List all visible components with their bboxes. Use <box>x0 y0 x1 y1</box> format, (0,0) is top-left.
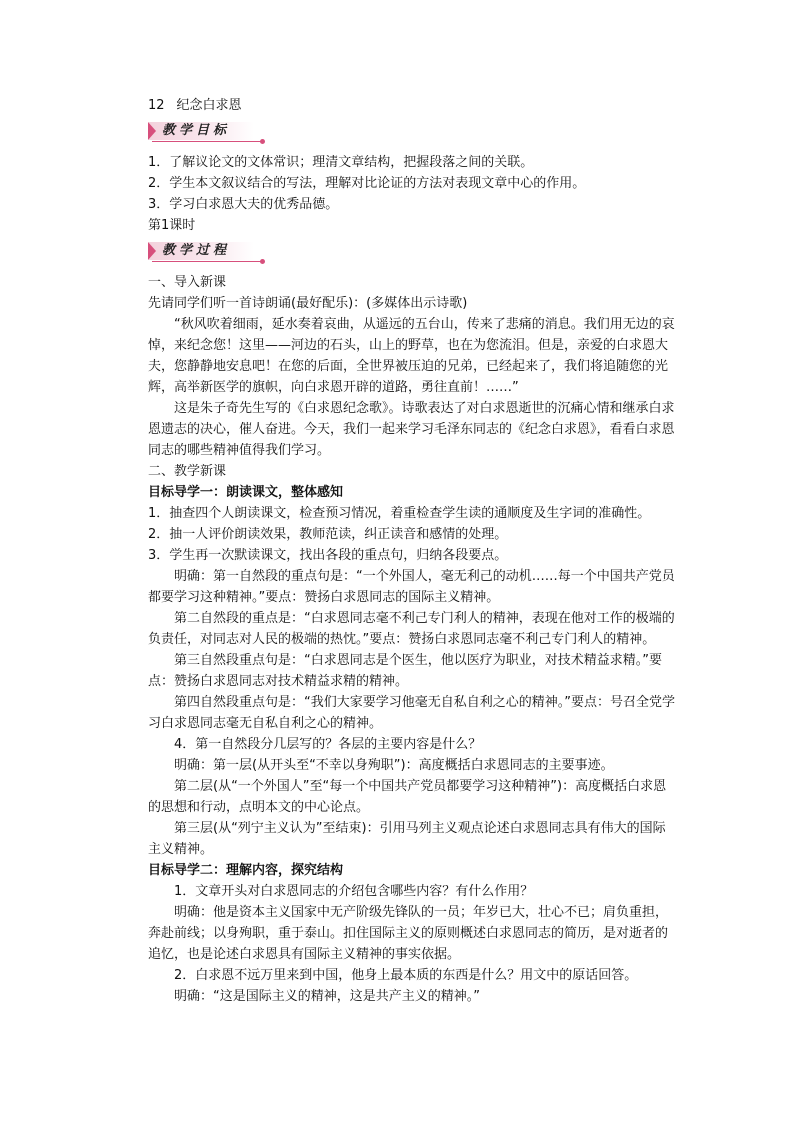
paragraph: 第三自然段重点句是：“白求恩同志是个医生，他以医疗为职业，对技术精益求精。”要点：赞扬白求恩同志对技术精益求精的精神。 <box>148 653 662 689</box>
poem-paragraph: “秋风吹着细雨，延水奏着哀曲，从遥远的五台山，传来了悲痛的消息。我们用无边的哀悼，来纪念您！这里——河边的石头，山上的野草，也在为您流泪。但是，亲爱的白求恩大夫，您静静地安息吧！在您的后面，全世界被压迫的兄弟，已经起来了，我们将追随您的光辉，高举新医学的旗帜，向白求恩开辟的道路，勇往直前！……” <box>148 317 675 395</box>
goal-subheading: 目标导学一：朗读课文，整体感知 <box>148 485 344 500</box>
heading-dot-icon <box>260 259 265 264</box>
heading-marker-icon <box>148 242 156 260</box>
paragraph: 第四自然段重点句是：“我们大家要学习他毫无自私自利之心的精神。”要点：号召全党学习白求恩同志毫无自私自利之心的精神。 <box>148 695 675 731</box>
question: 1．文章开头对白求恩同志的介绍包含哪些内容？有什么作用？ <box>174 884 534 899</box>
lesson-title-text: 纪念白求恩 <box>176 98 242 113</box>
goal-item: 3．学习白求恩大夫的优秀品德。 <box>148 197 339 212</box>
question: 4．第一自然段分几层写的？各层的主要内容是什么？ <box>174 737 482 752</box>
goal-item: 2．学生本文叙议结合的写法，理解对比论证的方法对表现文章中心的作用。 <box>148 176 586 191</box>
list-item: 1．抽查四个人朗读课文，检查预习情况，着重检查学生读的通顺度及生字词的准确性。 <box>148 506 651 521</box>
paragraph: 明确：第一自然段的重点句是：“一个外国人，毫无利己的动机……每一个中国共产党员都要学习这种精神。”要点：赞扬白求恩同志的国际主义精神。 <box>148 569 675 605</box>
list-item: 2．抽一人评价朗读效果，教师范读，纠正读音和感情的处理。 <box>148 527 508 542</box>
paragraph: 第三层(从“列宁主义认为”至结束)：引用马列主义观点论述白求恩同志具有伟大的国际主义精神。 <box>148 821 666 857</box>
section-heading-goals <box>148 122 268 146</box>
lesson-number: 12 <box>148 98 165 113</box>
heading-goals-label: 教学目标 <box>162 123 231 138</box>
goal-subheading: 目标导学二：理解内容，探究结构 <box>148 863 344 878</box>
heading-dot-icon <box>260 139 265 144</box>
heading-process-label: 教学过程 <box>162 243 231 258</box>
paragraph: 明确：“这是国际主义的精神，这是共产主义的精神。” <box>174 989 480 1004</box>
heading-marker-icon <box>148 122 156 140</box>
section-title: 一、导入新课 <box>148 275 227 290</box>
paragraph: 明确：第一层(从开头至“不幸以身殉职”)：高度概括白求恩同志的主要事迹。 <box>174 758 614 773</box>
paragraph: 第二层(从“一个外国人”至“每一个中国共产党员都要学习这种精神”)：高度概括白求恩的思想和行动，点明本文的中心论点。 <box>148 779 667 815</box>
lesson-period: 第1课时 <box>148 218 196 233</box>
lesson-title <box>148 96 678 116</box>
paragraph: 先请同学们听一首诗朗诵(最好配乐)：(多媒体出示诗歌) <box>148 296 468 311</box>
list-item: 3．学生再一次默读课文，找出各段的重点句，归纳各段要点。 <box>148 548 508 563</box>
section-title: 二、教学新课 <box>148 464 227 479</box>
paragraph: 这是朱子奇先生写的《白求恩纪念歌》。诗歌表达了对白求恩逝世的沉痛心情和继承白求恩遗志的决心，催人奋进。今天，我们一起来学习毛泽东同志的《纪念白求恩》，看看白求恩同志的哪些精神值得我们学习。 <box>148 401 675 458</box>
paragraph: 第二自然段的重点是：“白求恩同志毫不利己专门利人的精神，表现在他对工作的极端的负责任，对同志对人民的极端的热忱。”要点：赞扬白求恩同志毫不利己专门利人的精神。 <box>148 611 675 647</box>
document-page <box>148 96 678 1007</box>
goal-item: 1．了解议论文的文体常识；理清文章结构，把握段落之间的关联。 <box>148 155 534 170</box>
paragraph: 明确：他是资本主义国家中无产阶级先锋队的一员；年岁已大，壮心不已；肩负重担，奔赴前线；以身殉职，重于泰山。扣住国际主义的原则概述白求恩同志的简历，是对逝者的追忆，也是论述白求恩具有国际主义精神的事实依据。 <box>148 905 669 962</box>
question: 2．白求恩不远万里来到中国，他身上最本质的东西是什么？用文中的原话回答。 <box>174 968 638 983</box>
section-heading-process <box>148 242 268 266</box>
